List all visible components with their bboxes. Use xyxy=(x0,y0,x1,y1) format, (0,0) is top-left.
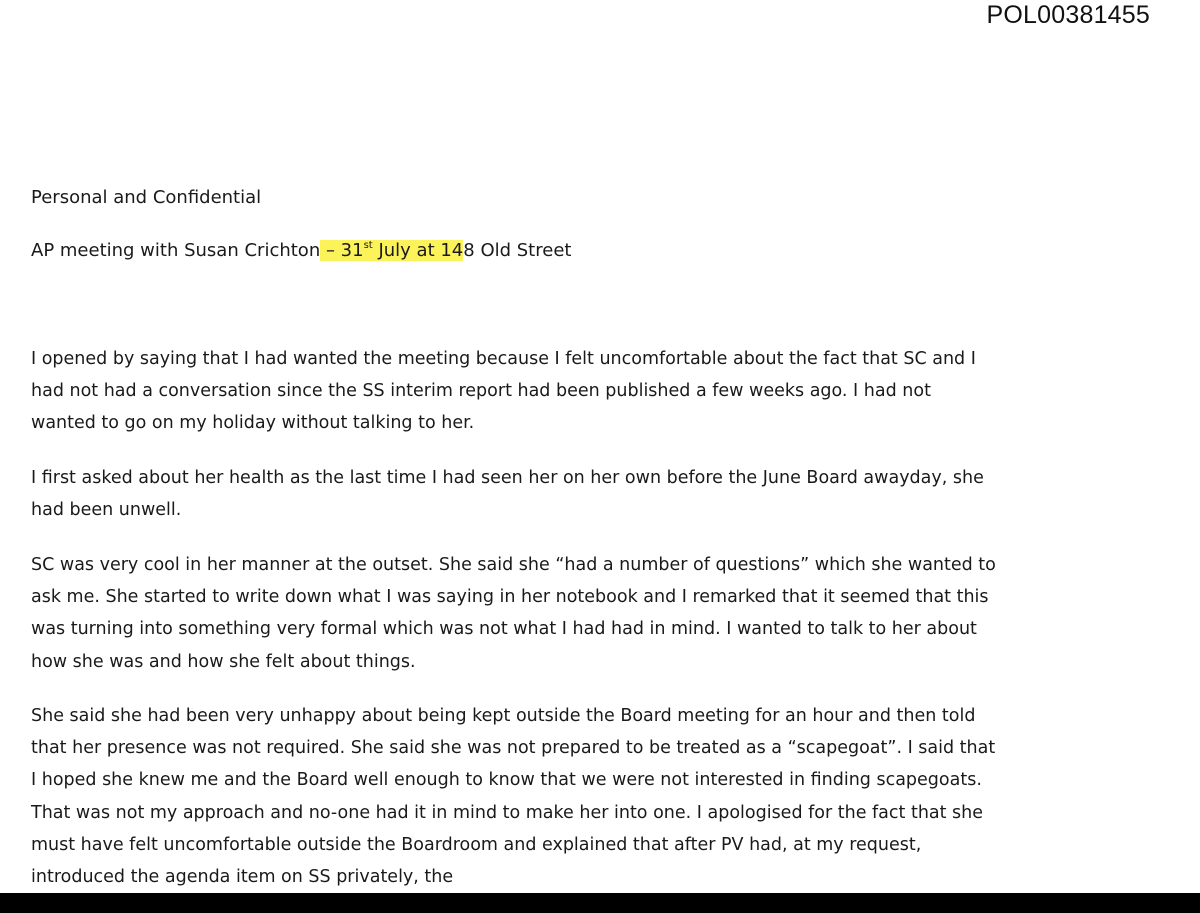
meeting-title xyxy=(31,238,1001,264)
meeting-title-start: AP meeting with Susan Crichton xyxy=(31,240,321,261)
document-reference-number: POL00381455 xyxy=(986,1,1150,29)
paragraph-3: SC was very cool in her manner at the outset. She said she “had a number of questions” which she wanted to ask me. She started to write down what I was saying in her notebook and I remarked that it seemed that this was turning into something very formal which was not what I had had in mind. I wanted to talk to her about how she was and how she felt about things. xyxy=(31,555,996,672)
meeting-title-end: 8 Old Street xyxy=(463,240,572,261)
classification-label: Personal and Confidential xyxy=(31,187,262,208)
paragraph-4: She said she had been very unhappy about being kept outside the Board meeting for an hour and then told that her presence was not required. She said she was not prepared to be treated as a “scapegoat”. I said that I hoped she knew me and the Board well enough to know that we were not interested in finding scapegoats. That was not my approach and no-one had it in mind to make her into one. I apologised for the fact that she must have felt uncomfortable outside the Boardroom and explained that after PV had, at my request, introduced the agenda item on SS privately, the xyxy=(31,706,996,888)
paragraph-1: I opened by saying that I had wanted the meeting because I felt uncomfortable about the fact that SC and I had not had a conversation since the SS interim report had been published a few weeks ago. I had not wanted to go on my holiday without talking to her. xyxy=(31,349,976,434)
paragraph-2: I first asked about her health as the last time I had seen her on her own before the June Board awayday, she had been unwell. xyxy=(31,468,984,521)
date-ordinal-suffix: st xyxy=(363,240,373,251)
highlight-date-prefix: – 31 xyxy=(320,240,364,261)
highlight-date-rest: July at 14 xyxy=(372,240,464,261)
highlighted-text xyxy=(320,240,463,261)
bottom-black-bar xyxy=(0,893,1200,913)
